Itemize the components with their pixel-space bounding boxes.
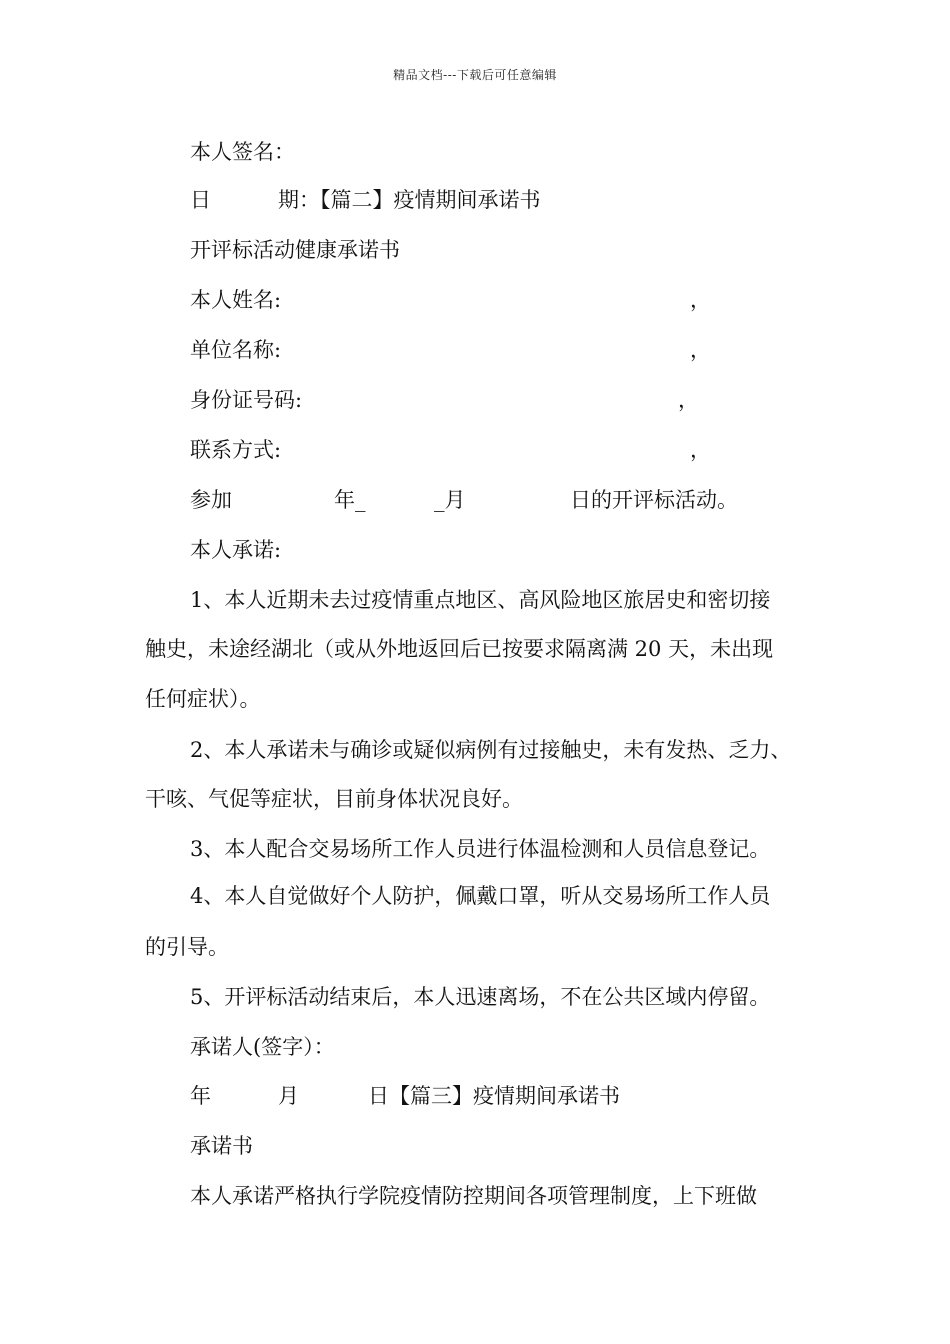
item1-line2: 触史，未途经湖北（或从外地返回后已按要求隔离满 20 天，未出现 <box>145 637 774 661</box>
item1-line1: 1、本人近期未去过疫情重点地区、高风险地区旅居史和密切接 <box>190 588 771 612</box>
date-label-section-title: 期：【篇二】疫情期间承诺书 <box>278 188 541 212</box>
section-title: 开评标活动健康承诺书 <box>190 238 400 262</box>
item3: 3、本人配合交易场所工作人员进行体温检测和人员信息登记。 <box>190 837 771 861</box>
attend-year: 年_ <box>334 488 366 512</box>
unit-field-comma: ， <box>690 338 711 362</box>
id-field-label: 身份证号码: <box>190 388 303 412</box>
item5: 5、开评标活动结束后，本人迅速离场，不在公共区域内停留。 <box>190 985 771 1009</box>
name-field-label: 本人姓名: <box>190 288 282 312</box>
date-day-section-title: 日【篇三】疫情期间承诺书 <box>368 1084 620 1108</box>
date-label-prefix: 日 <box>190 188 211 212</box>
item2-line2: 干咳、气促等症状，目前身体状况良好。 <box>145 787 523 811</box>
item4-line1: 4、本人自觉做好个人防护，佩戴口罩，听从交易场所工作人员 <box>190 884 771 908</box>
item1-line3: 任何症状）。 <box>145 687 261 711</box>
item2-line1: 2、本人承诺未与确诊或疑似病例有过接触史，未有发热、乏力、 <box>190 738 792 762</box>
page-header: 精品文档---下载后可任意编辑 <box>393 68 557 82</box>
contact-field-label: 联系方式: <box>190 438 282 462</box>
unit-field-label: 单位名称: <box>190 338 282 362</box>
final-paragraph-line1: 本人承诺严格执行学院疫情防控期间各项管理制度，上下班做 <box>190 1184 757 1208</box>
attend-day-text: 日的开评标活动。 <box>570 488 738 512</box>
date-year: 年 <box>190 1084 211 1108</box>
item4-line2: 的引导。 <box>145 935 229 959</box>
date-month: 月 <box>278 1084 299 1108</box>
attend-month: _月 <box>434 488 466 512</box>
id-field-comma: ， <box>678 388 699 412</box>
name-field-comma: ， <box>690 288 711 312</box>
contact-field-comma: ， <box>690 438 711 462</box>
section-title-3: 承诺书 <box>190 1134 253 1158</box>
signature-label: 本人签名： <box>190 140 295 164</box>
promise-label: 本人承诺: <box>190 538 282 562</box>
attend-text-start: 参加 <box>190 488 232 512</box>
signer-label: 承诺人(签字）： <box>190 1035 335 1059</box>
